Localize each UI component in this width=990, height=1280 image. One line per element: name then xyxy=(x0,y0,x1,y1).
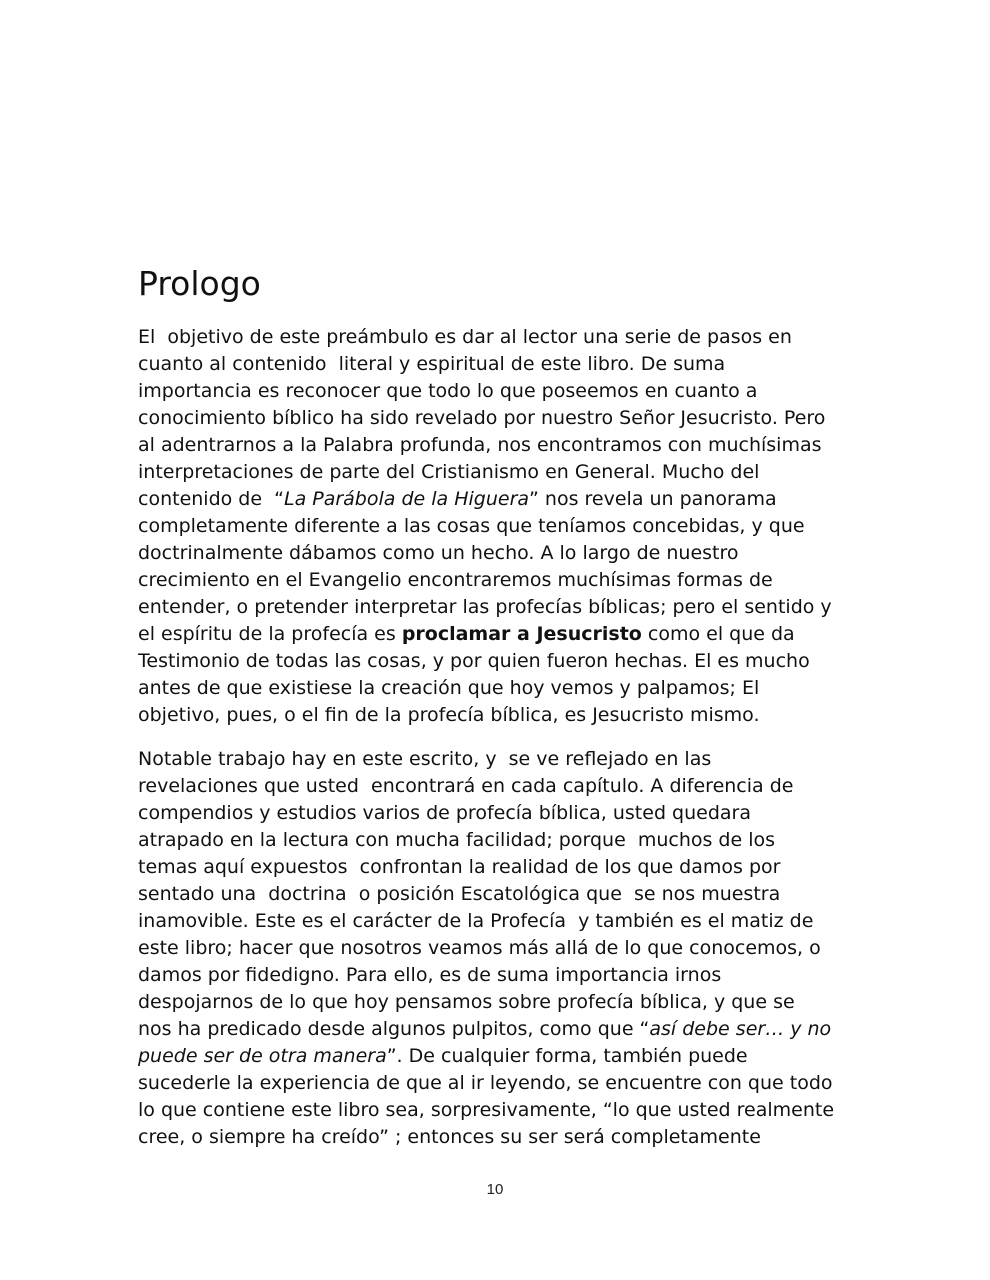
text-line: cree, o siempre ha creído” ; entonces su ser será completamente xyxy=(138,1126,761,1148)
text-line: objetivo, pues, o el fin de la profecía bíblica, es Jesucristo mismo. xyxy=(138,704,760,726)
text-run: contenido de “ xyxy=(138,488,284,510)
text-line: interpretaciones de parte del Cristianismo en General. Mucho del xyxy=(138,461,760,483)
text-run: nos ha predicado desde algunos pulpitos, como que “ xyxy=(138,1018,650,1040)
paragraph-2 xyxy=(138,746,862,1151)
text-line: atrapado en la lectura con mucha facilidad; porque muchos de los xyxy=(138,829,776,851)
text-line xyxy=(138,1043,862,1070)
text-line xyxy=(138,621,862,648)
text-line: al adentrarnos a la Palabra profunda, nos encontramos con muchísimas xyxy=(138,434,822,456)
text-line: sentado una doctrina o posición Escatológica que se nos muestra xyxy=(138,883,781,905)
text-line: completamente diferente a las cosas que teníamos concebidas, y que xyxy=(138,515,805,537)
page-number: 10 xyxy=(486,1181,504,1198)
book-title-italic: La Parábola de la Higuera xyxy=(283,488,530,510)
text-run: ” nos revela un panorama xyxy=(529,488,777,510)
text-line: lo que contiene este libro sea, sorpresivamente, “lo que usted realmente xyxy=(138,1099,835,1121)
text-line xyxy=(138,1016,862,1043)
text-line: sucederle la experiencia de que al ir leyendo, se encuentre con que todo xyxy=(138,1072,833,1094)
text-line: doctrinalmente dábamos como un hecho. A lo largo de nuestro xyxy=(138,542,739,564)
quote-italic: puede ser de otra manera xyxy=(138,1045,387,1067)
text-line: antes de que existiese la creación que hoy vemos y palpamos; El xyxy=(138,677,760,699)
text-line: Notable trabajo hay en este escrito, y se ve reflejado en las xyxy=(138,748,712,770)
text-line: este libro; hacer que nosotros veamos más allá de lo que conocemos, o xyxy=(138,937,821,959)
text-line: conocimiento bíblico ha sido revelado por nuestro Señor Jesucristo. Pero xyxy=(138,407,826,429)
text-line: entender, o pretender interpretar las profecías bíblicas; pero el sentido y xyxy=(138,596,832,618)
text-line: despojarnos de lo que hoy pensamos sobre profecía bíblica, y que se xyxy=(138,991,795,1013)
text-line: revelaciones que usted encontrará en cada capítulo. A diferencia de xyxy=(138,775,794,797)
text-line: inamovible. Este es el carácter de la Profecía y también es el matiz de xyxy=(138,910,814,932)
paragraph-1 xyxy=(138,324,862,729)
emphasis-bold: proclamar a Jesucristo xyxy=(401,623,642,645)
text-line: compendios y estudios varios de profecía bíblica, usted quedara xyxy=(138,802,751,824)
text-run: el espíritu de la profecía es xyxy=(138,623,402,645)
text-line: cuanto al contenido literal y espiritual de este libro. De suma xyxy=(138,353,726,375)
text-line: temas aquí expuestos confrontan la realidad de los que damos por xyxy=(138,856,781,878)
text-line: Testimonio de todas las cosas, y por quien fueron hechas. El es mucho xyxy=(138,650,810,672)
text-line: crecimiento en el Evangelio encontraremos muchísimas formas de xyxy=(138,569,773,591)
text-run: como el que da xyxy=(641,623,795,645)
text-line xyxy=(138,486,862,513)
text-line: importancia es reconocer que todo lo que poseemos en cuanto a xyxy=(138,380,758,402)
text-run: ”. De cualquier forma, también puede xyxy=(386,1045,748,1067)
text-line: El objetivo de este preámbulo es dar al lector una serie de pasos en xyxy=(138,326,792,348)
page-title: Prologo xyxy=(138,264,261,303)
quote-italic: así debe ser… y no xyxy=(649,1018,832,1040)
text-line: damos por fidedigno. Para ello, es de suma importancia irnos xyxy=(138,964,722,986)
